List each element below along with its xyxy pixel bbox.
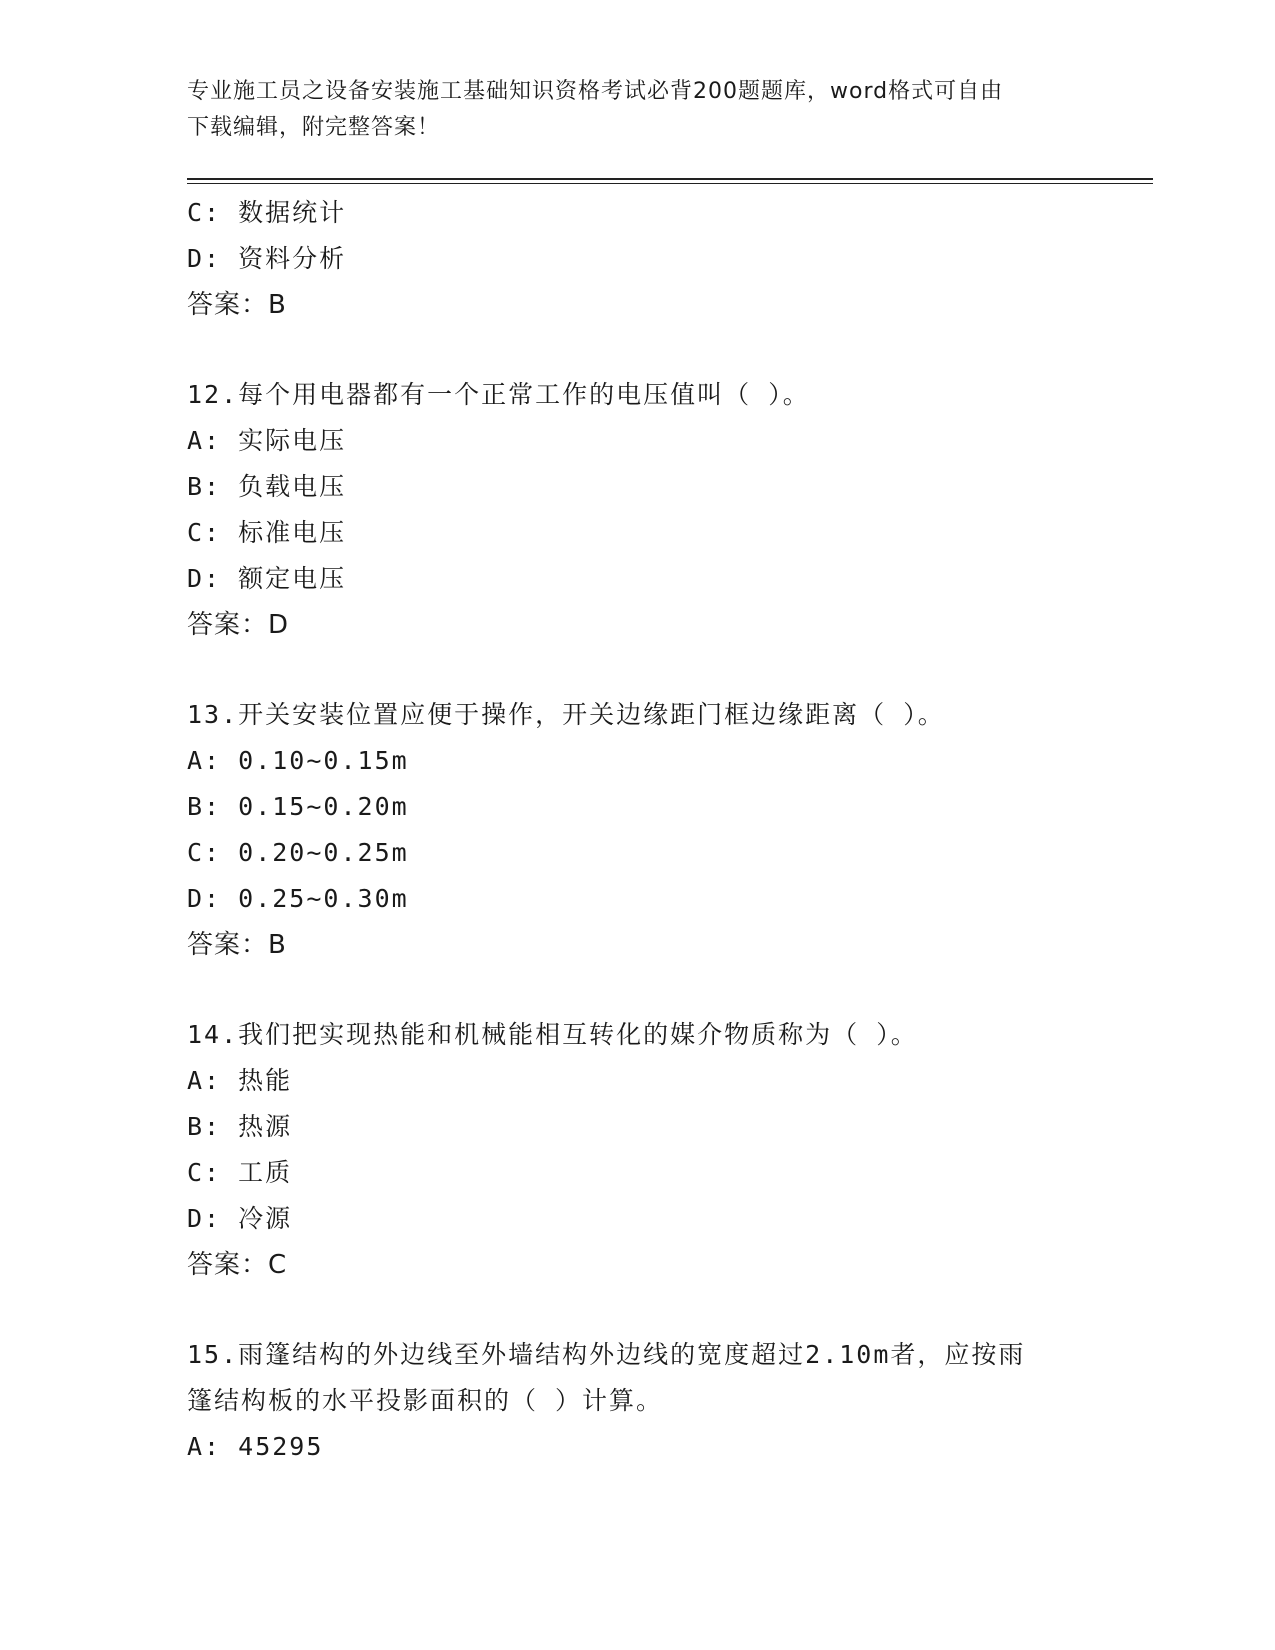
option-c: C: 0.20~0.25m (187, 838, 409, 867)
option-a: A: 热能 (187, 1066, 293, 1095)
question-11 (187, 190, 1087, 328)
option-b: B: 0.15~0.20m (187, 792, 409, 821)
option-c: C: 标准电压 (187, 518, 347, 547)
question-12 (187, 372, 1087, 648)
question-stem: 14.我们把实现热能和机械能相互转化的媒介物质称为（ ）。 (187, 1020, 918, 1049)
answer-label: 答案：C (187, 1250, 288, 1280)
question-14 (187, 1012, 1087, 1288)
option-a: A: 0.10~0.15m (187, 746, 409, 775)
question-stem-line-2: 篷结构板的水平投影面积的（ ）计算。 (187, 1386, 664, 1415)
question-stem: 12.每个用电器都有一个正常工作的电压值叫（ ）。 (187, 380, 810, 409)
answer-label: 答案：B (187, 290, 287, 320)
answer-label: 答案：D (187, 610, 290, 640)
option-b: B: 负载电压 (187, 472, 347, 501)
question-stem-line-1: 15.雨篷结构的外边线至外墙结构外边线的宽度超过2.10m者，应按雨 (187, 1340, 1026, 1369)
header-divider-thick (187, 178, 1153, 180)
document-header (187, 74, 1087, 146)
option-a: A: 45295 (187, 1432, 324, 1461)
option-d: D: 额定电压 (187, 564, 347, 593)
question-list (187, 190, 1087, 1470)
question-15 (187, 1332, 1087, 1470)
header-title-line-2: 下载编辑，附完整答案！ (187, 115, 441, 140)
option-c: C: 工质 (187, 1158, 293, 1187)
option-d: D: 0.25~0.30m (187, 884, 409, 913)
question-13 (187, 692, 1087, 968)
option-c: C: 数据统计 (187, 198, 347, 227)
answer-label: 答案：B (187, 930, 287, 960)
option-d: D: 资料分析 (187, 244, 347, 273)
header-title-line-1: 专业施工员之设备安装施工基础知识资格考试必背200题题库，word格式可自由 (187, 79, 1004, 104)
question-stem: 13.开关安装位置应便于操作，开关边缘距门框边缘距离（ ）。 (187, 700, 945, 729)
option-b: B: 热源 (187, 1112, 293, 1141)
option-a: A: 实际电压 (187, 426, 347, 455)
option-d: D: 冷源 (187, 1204, 293, 1233)
header-divider-thin (187, 183, 1153, 184)
